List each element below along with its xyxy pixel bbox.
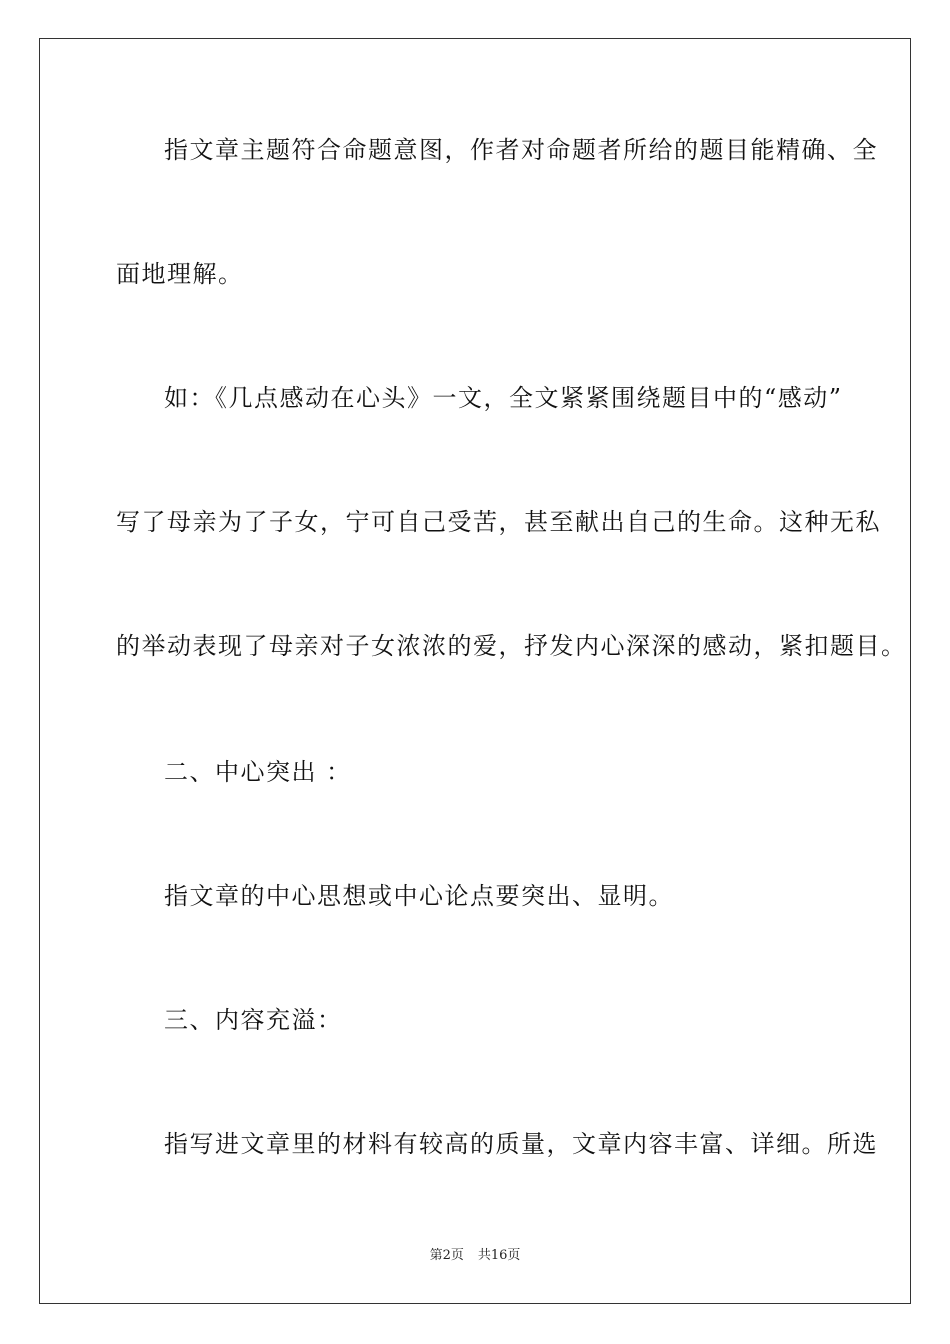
paragraph-line: 的举动表现了母亲对子女浓浓的爱，抒发内心深深的感动，紧扣题目。 — [116, 632, 907, 660]
section-heading: 二、中心突出 ： — [164, 758, 352, 786]
page-number-current: 第2页 — [429, 1248, 464, 1263]
paragraph-line: 写了母亲为了子女，宁可自己受苦，甚至献出自己的生命。这种无私 — [116, 508, 881, 536]
paragraph-line: 指文章主题符合命题意图，作者对命题者所给的题目能精确、全 — [164, 136, 878, 164]
paragraph-line: 指文章的中心思想或中心论点要突出、显明。 — [164, 882, 674, 910]
paragraph-line: 如：《几点感动在心头》一文，全文紧紧围绕题目中的“感动” — [164, 384, 843, 412]
paragraph-line: 面地理解。 — [116, 260, 244, 288]
page-border — [39, 38, 911, 1304]
section-heading: 三、内容充溢： — [164, 1006, 343, 1034]
page-number-total: 共16页 — [477, 1248, 521, 1263]
paragraph-line: 指写进文章里的材料有较高的质量，文章内容丰富、详细。所选 — [164, 1130, 878, 1158]
page-footer — [0, 1247, 950, 1265]
